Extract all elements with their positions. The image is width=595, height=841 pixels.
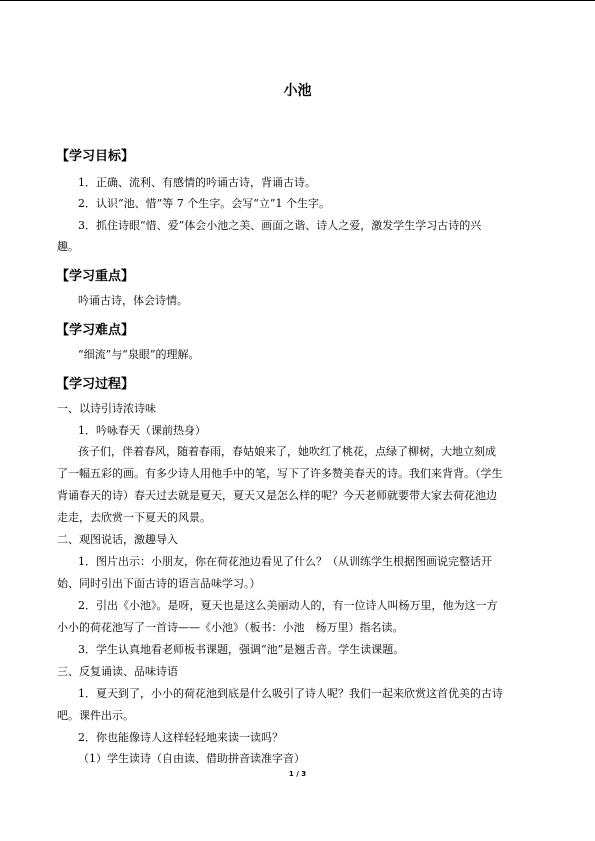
text-line: 2．引出《小池》。是呀，夏天也是这么美丽动人的，有一位诗人叫杨万里，他为这一方 [78, 599, 498, 612]
text-line: 始、同时引出下面古诗的语言品味学习。） [57, 577, 261, 590]
text-line: 2．你也能像诗人这样轻轻地来读一读吗？ [78, 731, 283, 744]
text-line: 走走，去欣赏一下夏天的风景。 [57, 511, 211, 524]
header-rule [0, 0, 595, 1]
section-heading-process: 【学习过程】 [56, 377, 135, 392]
text-line: 趣。 [57, 240, 79, 253]
text-line: 一、以诗引诗浓诗味 [57, 402, 156, 415]
text-line: 吧。课件出示。 [57, 709, 134, 722]
text-line: （1）学生读诗（自由读、借助拼音读准字音） [78, 752, 305, 765]
section-heading-goals: 【学习目标】 [56, 149, 135, 164]
page-title: 小池 [283, 83, 312, 99]
text-line: 3．抓住诗眼“惜、爱”体会小池之美、画面之谐、诗人之爱，激发学生学习古诗的兴 [78, 219, 482, 232]
text-line: 二、观图说话，激趣导入 [57, 533, 178, 546]
text-line: 1．夏天到了，小小的荷花池到底是什么吸引了诗人呢？我们一起来欣赏这首优美的古诗 [78, 687, 503, 700]
text-line: 1．图片出示：小朋友，你在荷花池边看见了什么？（从训练学生根据图画说完整话开 [78, 555, 492, 568]
text-line: “细流”与“泉眼”的理解。 [78, 348, 200, 361]
text-line: 1．吟咏春天（课前热身） [78, 424, 206, 437]
text-line: 小小的荷花池写了一首诗——《小池》（板书：小池 杨万里）指名读。 [57, 621, 404, 634]
text-line: 孩子们，伴着春风，随着春雨，春姑娘来了，她吹红了桃花，点绿了柳树，大地立刻成 [78, 445, 496, 458]
text-line: 了一幅五彩的画。有多少诗人用他手中的笔，写下了许多赞美春天的诗。我们来背背。（学生 [57, 467, 503, 480]
text-line: 1．正确、流利、有感情的吟诵古诗，背诵古诗。 [78, 176, 316, 189]
text-line: 吟诵古诗，体会诗情。 [78, 294, 188, 307]
text-line: 3．学生认真地看老师板书课题，强调“池”是翘舌音。学生读课题。 [78, 643, 405, 656]
section-heading-focus: 【学习重点】 [56, 269, 135, 284]
section-heading-difficulty: 【学习难点】 [56, 323, 135, 338]
text-line: 背诵春天的诗）春天过去就是夏天，夏天又是怎么样的呢？今天老师就要带大家去荷花池边 [57, 489, 497, 502]
page-number: 1 / 3 [288, 770, 307, 778]
text-line: 三、反复诵读、品味诗语 [57, 665, 178, 678]
text-line: 2．认识“池、惜”等 7 个生字。会写“立”1 个生字。 [78, 197, 330, 210]
